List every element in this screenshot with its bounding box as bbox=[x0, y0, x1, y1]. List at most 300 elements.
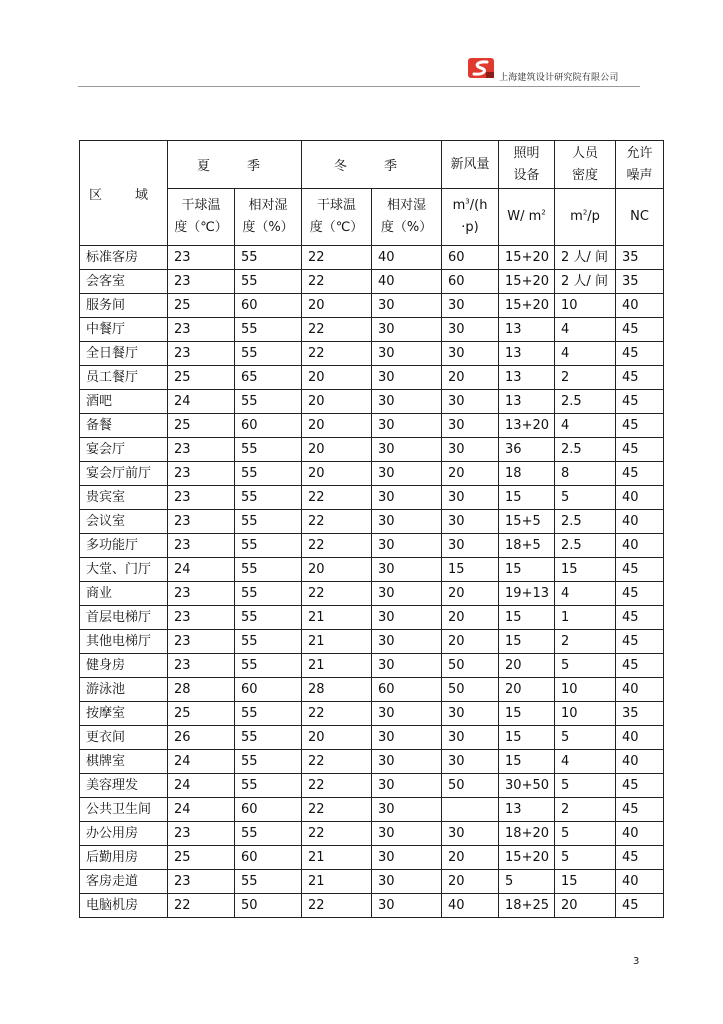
cell-summer-rh: 60 bbox=[235, 846, 302, 870]
cell-winter-temp: 22 bbox=[302, 750, 372, 774]
cell-lighting: 18+20 bbox=[499, 822, 555, 846]
cell-winter-rh: 60 bbox=[372, 678, 442, 702]
cell-people-density: 15 bbox=[555, 558, 616, 582]
cell-winter-temp: 21 bbox=[302, 630, 372, 654]
table-row bbox=[80, 462, 664, 486]
cell-winter-temp: 22 bbox=[302, 270, 372, 294]
cell-winter-temp: 22 bbox=[302, 246, 372, 270]
cell-winter-temp: 22 bbox=[302, 486, 372, 510]
cell-people-density: 5 bbox=[555, 846, 616, 870]
cell-people-density: 4 bbox=[555, 342, 616, 366]
table-subheader-row bbox=[80, 189, 664, 246]
cell-summer-rh: 55 bbox=[235, 870, 302, 894]
company-name: 上海建筑设计研究院有限公司 bbox=[499, 73, 619, 83]
table-row bbox=[80, 510, 664, 534]
cell-summer-temp: 23 bbox=[168, 462, 235, 486]
cell-summer-temp: 23 bbox=[168, 246, 235, 270]
cell-lighting: 15+20 bbox=[499, 846, 555, 870]
cell-winter-rh: 30 bbox=[372, 774, 442, 798]
cell-summer-temp: 24 bbox=[168, 774, 235, 798]
cell-noise: 35 bbox=[616, 246, 664, 270]
cell-noise: 45 bbox=[616, 558, 664, 582]
header-fresh-air: 新风量 bbox=[442, 141, 499, 189]
cell-fresh-air: 20 bbox=[442, 366, 499, 390]
cell-region: 办公用房 bbox=[80, 822, 168, 846]
cell-lighting: 19+13 bbox=[499, 582, 555, 606]
cell-people-density: 5 bbox=[555, 726, 616, 750]
cell-summer-rh: 55 bbox=[235, 582, 302, 606]
cell-winter-rh: 30 bbox=[372, 870, 442, 894]
cell-summer-rh: 55 bbox=[235, 486, 302, 510]
cell-winter-rh: 30 bbox=[372, 342, 442, 366]
cell-lighting: 18+25 bbox=[499, 894, 555, 918]
cell-summer-temp: 24 bbox=[168, 390, 235, 414]
header-fresh-air-unit: $m^3/(h$ ·p) bbox=[442, 189, 499, 246]
cell-noise: 35 bbox=[616, 702, 664, 726]
cell-lighting: 15 bbox=[499, 630, 555, 654]
cell-lighting: 13 bbox=[499, 798, 555, 822]
table-row bbox=[80, 606, 664, 630]
cell-lighting: 5 bbox=[499, 870, 555, 894]
cell-region: 服务间 bbox=[80, 294, 168, 318]
cell-summer-rh: 55 bbox=[235, 630, 302, 654]
cell-summer-rh: 55 bbox=[235, 702, 302, 726]
cell-winter-temp: 22 bbox=[302, 822, 372, 846]
table-row bbox=[80, 294, 664, 318]
cell-summer-temp: 24 bbox=[168, 750, 235, 774]
cell-fresh-air bbox=[442, 798, 499, 822]
cell-region: 大堂、门厅 bbox=[80, 558, 168, 582]
cell-noise: 45 bbox=[616, 366, 664, 390]
cell-summer-temp: 25 bbox=[168, 366, 235, 390]
cell-people-density: 2 bbox=[555, 366, 616, 390]
cell-noise: 45 bbox=[616, 774, 664, 798]
cell-winter-rh: 30 bbox=[372, 798, 442, 822]
cell-winter-rh: 30 bbox=[372, 318, 442, 342]
cell-winter-rh: 30 bbox=[372, 558, 442, 582]
cell-winter-temp: 20 bbox=[302, 726, 372, 750]
cell-fresh-air: 30 bbox=[442, 342, 499, 366]
header-noise-unit: NC bbox=[616, 189, 664, 246]
cell-region: 美容理发 bbox=[80, 774, 168, 798]
cell-summer-temp: 23 bbox=[168, 534, 235, 558]
cell-noise: 45 bbox=[616, 414, 664, 438]
cell-summer-rh: 55 bbox=[235, 654, 302, 678]
table-row bbox=[80, 822, 664, 846]
cell-region: 全日餐厅 bbox=[80, 342, 168, 366]
cell-noise: 40 bbox=[616, 678, 664, 702]
cell-winter-temp: 20 bbox=[302, 438, 372, 462]
table-row bbox=[80, 534, 664, 558]
cell-summer-rh: 60 bbox=[235, 414, 302, 438]
cell-people-density: 4 bbox=[555, 582, 616, 606]
design-parameters-table bbox=[79, 140, 664, 918]
cell-lighting: 15 bbox=[499, 606, 555, 630]
cell-lighting: 36 bbox=[499, 438, 555, 462]
cell-winter-temp: 21 bbox=[302, 846, 372, 870]
cell-people-density: 2 人/ 间 bbox=[555, 270, 616, 294]
cell-summer-temp: 23 bbox=[168, 438, 235, 462]
cell-winter-rh: 30 bbox=[372, 750, 442, 774]
header-summer-temp: 干球温 度（℃） bbox=[168, 189, 235, 246]
cell-summer-temp: 26 bbox=[168, 726, 235, 750]
cell-fresh-air: 20 bbox=[442, 606, 499, 630]
cell-summer-temp: 24 bbox=[168, 558, 235, 582]
cell-region: 其他电梯厅 bbox=[80, 630, 168, 654]
cell-summer-temp: 23 bbox=[168, 318, 235, 342]
cell-summer-rh: 55 bbox=[235, 318, 302, 342]
cell-noise: 40 bbox=[616, 534, 664, 558]
header-summer-rh: 相对湿 度（%） bbox=[235, 189, 302, 246]
table-row bbox=[80, 726, 664, 750]
cell-people-density: 4 bbox=[555, 318, 616, 342]
table-row bbox=[80, 702, 664, 726]
cell-summer-temp: 23 bbox=[168, 270, 235, 294]
cell-summer-rh: 55 bbox=[235, 534, 302, 558]
cell-winter-temp: 20 bbox=[302, 390, 372, 414]
header-lighting: 照明 设备 bbox=[499, 141, 555, 189]
cell-winter-temp: 22 bbox=[302, 894, 372, 918]
cell-lighting: 15 bbox=[499, 750, 555, 774]
cell-fresh-air: 30 bbox=[442, 750, 499, 774]
cell-winter-temp: 21 bbox=[302, 606, 372, 630]
cell-region: 标准客房 bbox=[80, 246, 168, 270]
cell-lighting: 13 bbox=[499, 390, 555, 414]
cell-fresh-air: 30 bbox=[442, 702, 499, 726]
cell-summer-rh: 60 bbox=[235, 678, 302, 702]
table-row bbox=[80, 486, 664, 510]
cell-noise: 40 bbox=[616, 870, 664, 894]
cell-noise: 45 bbox=[616, 798, 664, 822]
cell-summer-temp: 25 bbox=[168, 702, 235, 726]
cell-winter-temp: 28 bbox=[302, 678, 372, 702]
cell-people-density: 2 bbox=[555, 630, 616, 654]
cell-summer-rh: 55 bbox=[235, 726, 302, 750]
cell-people-density: 4 bbox=[555, 414, 616, 438]
cell-noise: 45 bbox=[616, 342, 664, 366]
cell-fresh-air: 60 bbox=[442, 246, 499, 270]
cell-fresh-air: 30 bbox=[442, 510, 499, 534]
cell-winter-temp: 21 bbox=[302, 870, 372, 894]
cell-noise: 45 bbox=[616, 462, 664, 486]
cell-summer-rh: 55 bbox=[235, 462, 302, 486]
table-row bbox=[80, 366, 664, 390]
header-divider bbox=[78, 86, 640, 87]
cell-fresh-air: 20 bbox=[442, 846, 499, 870]
cell-noise: 40 bbox=[616, 486, 664, 510]
cell-region: 游泳池 bbox=[80, 678, 168, 702]
cell-people-density: 5 bbox=[555, 774, 616, 798]
table-row bbox=[80, 654, 664, 678]
cell-lighting: 15 bbox=[499, 558, 555, 582]
table-row bbox=[80, 582, 664, 606]
cell-fresh-air: 50 bbox=[442, 654, 499, 678]
table-row bbox=[80, 246, 664, 270]
cell-summer-temp: 23 bbox=[168, 486, 235, 510]
cell-lighting: 13+20 bbox=[499, 414, 555, 438]
header-winter: 冬 季 bbox=[302, 141, 442, 189]
cell-lighting: 18+5 bbox=[499, 534, 555, 558]
cell-noise: 40 bbox=[616, 822, 664, 846]
cell-summer-temp: 25 bbox=[168, 846, 235, 870]
cell-people-density: 10 bbox=[555, 678, 616, 702]
cell-noise: 45 bbox=[616, 846, 664, 870]
cell-winter-temp: 22 bbox=[302, 534, 372, 558]
cell-winter-temp: 20 bbox=[302, 294, 372, 318]
header-lighting-unit: W/ $m^2$ bbox=[499, 189, 555, 246]
cell-summer-temp: 23 bbox=[168, 870, 235, 894]
cell-winter-rh: 30 bbox=[372, 294, 442, 318]
cell-winter-temp: 22 bbox=[302, 774, 372, 798]
cell-fresh-air: 20 bbox=[442, 582, 499, 606]
cell-noise: 45 bbox=[616, 318, 664, 342]
cell-region: 贵宾室 bbox=[80, 486, 168, 510]
header-noise: 允许 噪声 bbox=[616, 141, 664, 189]
cell-winter-rh: 30 bbox=[372, 582, 442, 606]
cell-fresh-air: 30 bbox=[442, 486, 499, 510]
cell-fresh-air: 30 bbox=[442, 294, 499, 318]
cell-fresh-air: 30 bbox=[442, 726, 499, 750]
cell-people-density: 2.5 bbox=[555, 534, 616, 558]
table-row bbox=[80, 894, 664, 918]
cell-fresh-air: 30 bbox=[442, 414, 499, 438]
cell-lighting: 15+20 bbox=[499, 294, 555, 318]
cell-fresh-air: 30 bbox=[442, 822, 499, 846]
cell-region: 会议室 bbox=[80, 510, 168, 534]
cell-winter-rh: 30 bbox=[372, 894, 442, 918]
table-row bbox=[80, 390, 664, 414]
cell-winter-rh: 30 bbox=[372, 390, 442, 414]
cell-summer-temp: 23 bbox=[168, 822, 235, 846]
cell-lighting: 13 bbox=[499, 318, 555, 342]
cell-winter-temp: 20 bbox=[302, 462, 372, 486]
cell-summer-rh: 55 bbox=[235, 774, 302, 798]
cell-region: 首层电梯厅 bbox=[80, 606, 168, 630]
cell-region: 会客室 bbox=[80, 270, 168, 294]
table-header-row bbox=[80, 141, 664, 189]
cell-noise: 45 bbox=[616, 390, 664, 414]
header-people: 人员 密度 bbox=[555, 141, 616, 189]
page-number: 3 bbox=[633, 956, 640, 967]
cell-fresh-air: 20 bbox=[442, 630, 499, 654]
header-winter-temp: 干球温 度（℃） bbox=[302, 189, 372, 246]
cell-region: 备餐 bbox=[80, 414, 168, 438]
table-row bbox=[80, 750, 664, 774]
cell-fresh-air: 40 bbox=[442, 894, 499, 918]
cell-people-density: 5 bbox=[555, 486, 616, 510]
cell-fresh-air: 50 bbox=[442, 774, 499, 798]
cell-lighting: 15+20 bbox=[499, 246, 555, 270]
cell-lighting: 20 bbox=[499, 678, 555, 702]
cell-lighting: 15 bbox=[499, 486, 555, 510]
cell-fresh-air: 20 bbox=[442, 462, 499, 486]
cell-summer-rh: 55 bbox=[235, 270, 302, 294]
cell-noise: 45 bbox=[616, 654, 664, 678]
table-row bbox=[80, 798, 664, 822]
cell-winter-rh: 30 bbox=[372, 654, 442, 678]
cell-people-density: 2 人/ 间 bbox=[555, 246, 616, 270]
cell-lighting: 15 bbox=[499, 702, 555, 726]
cell-people-density: 10 bbox=[555, 294, 616, 318]
cell-summer-rh: 55 bbox=[235, 246, 302, 270]
cell-people-density: 5 bbox=[555, 822, 616, 846]
cell-region: 酒吧 bbox=[80, 390, 168, 414]
cell-lighting: 15+20 bbox=[499, 270, 555, 294]
cell-summer-temp: 22 bbox=[168, 894, 235, 918]
header-region: 区 域 bbox=[80, 141, 168, 246]
cell-fresh-air: 20 bbox=[442, 870, 499, 894]
cell-winter-temp: 22 bbox=[302, 318, 372, 342]
cell-winter-temp: 20 bbox=[302, 558, 372, 582]
cell-winter-temp: 22 bbox=[302, 798, 372, 822]
cell-winter-temp: 22 bbox=[302, 342, 372, 366]
cell-people-density: 2.5 bbox=[555, 390, 616, 414]
cell-fresh-air: 30 bbox=[442, 390, 499, 414]
cell-winter-rh: 30 bbox=[372, 414, 442, 438]
cell-people-density: 15 bbox=[555, 870, 616, 894]
cell-lighting: 13 bbox=[499, 342, 555, 366]
cell-noise: 45 bbox=[616, 630, 664, 654]
cell-winter-rh: 40 bbox=[372, 270, 442, 294]
cell-winter-rh: 30 bbox=[372, 462, 442, 486]
cell-fresh-air: 30 bbox=[442, 438, 499, 462]
cell-winter-rh: 30 bbox=[372, 822, 442, 846]
table-row bbox=[80, 870, 664, 894]
cell-lighting: 15+5 bbox=[499, 510, 555, 534]
cell-summer-temp: 25 bbox=[168, 294, 235, 318]
cell-summer-rh: 55 bbox=[235, 822, 302, 846]
table-row bbox=[80, 678, 664, 702]
cell-fresh-air: 30 bbox=[442, 318, 499, 342]
cell-fresh-air: 60 bbox=[442, 270, 499, 294]
cell-summer-temp: 25 bbox=[168, 414, 235, 438]
cell-lighting: 20 bbox=[499, 654, 555, 678]
cell-summer-rh: 55 bbox=[235, 438, 302, 462]
cell-summer-rh: 55 bbox=[235, 606, 302, 630]
cell-people-density: 8 bbox=[555, 462, 616, 486]
cell-people-density: 2.5 bbox=[555, 438, 616, 462]
cell-summer-rh: 55 bbox=[235, 558, 302, 582]
table-row bbox=[80, 558, 664, 582]
header-summer: 夏 季 bbox=[168, 141, 302, 189]
cell-region: 宴会厅前厅 bbox=[80, 462, 168, 486]
cell-summer-temp: 23 bbox=[168, 510, 235, 534]
header-people-unit: $m^2/p$ bbox=[555, 189, 616, 246]
cell-people-density: 2 bbox=[555, 798, 616, 822]
cell-lighting: 15 bbox=[499, 726, 555, 750]
cell-summer-rh: 55 bbox=[235, 750, 302, 774]
cell-winter-rh: 30 bbox=[372, 846, 442, 870]
table-row bbox=[80, 342, 664, 366]
cell-region: 更衣间 bbox=[80, 726, 168, 750]
cell-winter-rh: 30 bbox=[372, 438, 442, 462]
cell-lighting: 13 bbox=[499, 366, 555, 390]
cell-summer-temp: 23 bbox=[168, 582, 235, 606]
cell-winter-rh: 30 bbox=[372, 486, 442, 510]
cell-winter-temp: 22 bbox=[302, 582, 372, 606]
cell-region: 中餐厅 bbox=[80, 318, 168, 342]
cell-winter-rh: 30 bbox=[372, 702, 442, 726]
cell-region: 后勤用房 bbox=[80, 846, 168, 870]
cell-region: 棋牌室 bbox=[80, 750, 168, 774]
table-row bbox=[80, 318, 664, 342]
cell-region: 健身房 bbox=[80, 654, 168, 678]
cell-noise: 45 bbox=[616, 606, 664, 630]
cell-summer-rh: 65 bbox=[235, 366, 302, 390]
cell-noise: 40 bbox=[616, 750, 664, 774]
cell-people-density: 20 bbox=[555, 894, 616, 918]
cell-summer-rh: 50 bbox=[235, 894, 302, 918]
cell-fresh-air: 50 bbox=[442, 678, 499, 702]
cell-region: 客房走道 bbox=[80, 870, 168, 894]
table-row bbox=[80, 438, 664, 462]
cell-winter-temp: 20 bbox=[302, 414, 372, 438]
cell-winter-rh: 30 bbox=[372, 534, 442, 558]
cell-winter-rh: 30 bbox=[372, 606, 442, 630]
cell-summer-rh: 55 bbox=[235, 510, 302, 534]
cell-summer-rh: 55 bbox=[235, 390, 302, 414]
cell-people-density: 4 bbox=[555, 750, 616, 774]
cell-region: 商业 bbox=[80, 582, 168, 606]
cell-summer-temp: 28 bbox=[168, 678, 235, 702]
cell-fresh-air: 15 bbox=[442, 558, 499, 582]
cell-winter-temp: 22 bbox=[302, 510, 372, 534]
cell-lighting: 18 bbox=[499, 462, 555, 486]
cell-noise: 40 bbox=[616, 726, 664, 750]
cell-summer-temp: 23 bbox=[168, 342, 235, 366]
cell-summer-temp: 24 bbox=[168, 798, 235, 822]
header-winter-rh: 相对湿 度（%） bbox=[372, 189, 442, 246]
cell-region: 多功能厅 bbox=[80, 534, 168, 558]
cell-noise: 45 bbox=[616, 894, 664, 918]
cell-people-density: 2.5 bbox=[555, 510, 616, 534]
cell-winter-temp: 21 bbox=[302, 654, 372, 678]
table-row bbox=[80, 630, 664, 654]
cell-summer-temp: 23 bbox=[168, 654, 235, 678]
cell-people-density: 5 bbox=[555, 654, 616, 678]
cell-winter-rh: 30 bbox=[372, 510, 442, 534]
cell-winter-rh: 30 bbox=[372, 366, 442, 390]
cell-people-density: 1 bbox=[555, 606, 616, 630]
cell-region: 公共卫生间 bbox=[80, 798, 168, 822]
cell-winter-rh: 40 bbox=[372, 246, 442, 270]
cell-region: 宴会厅 bbox=[80, 438, 168, 462]
cell-noise: 45 bbox=[616, 438, 664, 462]
cell-winter-rh: 30 bbox=[372, 630, 442, 654]
cell-winter-rh: 30 bbox=[372, 726, 442, 750]
cell-region: 按摩室 bbox=[80, 702, 168, 726]
cell-winter-temp: 20 bbox=[302, 366, 372, 390]
table-row bbox=[80, 774, 664, 798]
table-row bbox=[80, 414, 664, 438]
cell-noise: 45 bbox=[616, 582, 664, 606]
cell-region: 电脑机房 bbox=[80, 894, 168, 918]
cell-noise: 40 bbox=[616, 510, 664, 534]
cell-noise: 40 bbox=[616, 294, 664, 318]
cell-lighting: 30+50 bbox=[499, 774, 555, 798]
cell-summer-temp: 23 bbox=[168, 606, 235, 630]
company-logo-icon bbox=[468, 58, 496, 80]
cell-summer-rh: 55 bbox=[235, 342, 302, 366]
table-row bbox=[80, 846, 664, 870]
cell-region: 员工餐厅 bbox=[80, 366, 168, 390]
cell-summer-rh: 60 bbox=[235, 798, 302, 822]
table-row bbox=[80, 270, 664, 294]
cell-summer-temp: 23 bbox=[168, 630, 235, 654]
cell-winter-temp: 22 bbox=[302, 702, 372, 726]
cell-noise: 35 bbox=[616, 270, 664, 294]
cell-people-density: 10 bbox=[555, 702, 616, 726]
